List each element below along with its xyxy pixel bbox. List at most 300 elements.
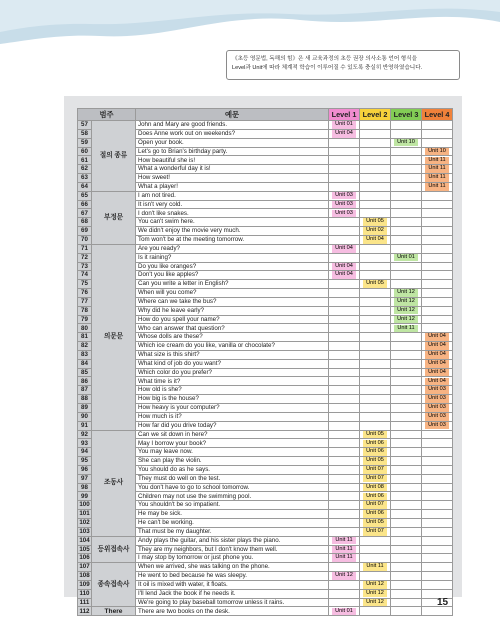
level-2-cell — [360, 253, 391, 262]
example-sentence: He went to bed because he was sleepy. — [136, 572, 329, 581]
row-number: 93 — [78, 439, 92, 448]
row-number: 76 — [78, 289, 92, 298]
level-2-cell — [360, 297, 391, 306]
row-number: 104 — [79, 536, 90, 544]
level-3-cell — [391, 421, 422, 430]
row-number: 71 — [78, 244, 92, 253]
level-2-cell — [360, 483, 391, 492]
row-number: 94 — [78, 448, 92, 457]
level-2-cell — [360, 527, 391, 536]
category-cell: 종속접속사 — [92, 563, 136, 607]
example-sentence: You don't have to go to school tomorrow. — [136, 483, 329, 492]
level-1-cell — [329, 191, 360, 200]
unit-badge: Unit 01 — [332, 608, 356, 616]
level-3-cell — [391, 342, 422, 351]
example-sentence: We're going to play baseball tomorrow unless it rains. — [136, 598, 329, 607]
unit-badge: Unit 04 — [425, 369, 449, 377]
example-sentence: Whose dolls are these? — [136, 333, 329, 342]
level-4-cell — [422, 280, 453, 289]
level-2-cell — [360, 518, 391, 527]
table-header-row — [78, 109, 453, 121]
level-2-cell — [360, 324, 391, 333]
example-sentence: How far did you drive today? — [136, 421, 329, 430]
level-3-cell — [391, 404, 422, 413]
level-2-cell — [360, 306, 391, 315]
unit-badge: Unit 04 — [425, 360, 449, 368]
example-sentence: May I borrow your book? — [136, 439, 329, 448]
level-2-cell — [360, 315, 391, 324]
level-4-cell — [422, 209, 453, 218]
level-3-cell — [391, 607, 422, 616]
level-2-cell — [360, 395, 391, 404]
level-3-cell — [391, 395, 422, 404]
row-number: 88 — [78, 395, 92, 404]
level-2-cell — [360, 165, 391, 174]
example-sentence: Who can answer that question? — [136, 324, 329, 333]
level-3-cell — [391, 333, 422, 342]
example-sentence: He can't be working. — [136, 518, 329, 527]
level-3-cell — [391, 289, 422, 298]
level-4-cell — [422, 457, 453, 466]
level-1-cell — [329, 156, 360, 165]
row-number: 96 — [78, 465, 92, 474]
example-sentence: What a wonderful day it is! — [136, 165, 329, 174]
grammar-table — [77, 108, 453, 616]
unit-badge: Unit 11 — [425, 174, 449, 182]
row-number: 66 — [78, 200, 92, 209]
level-2-cell — [360, 492, 391, 501]
level-2-cell — [360, 350, 391, 359]
unit-badge: Unit 11 — [394, 325, 418, 333]
level-2-cell — [360, 147, 391, 156]
row-number: 61 — [78, 156, 92, 165]
unit-badge: Unit 05 — [363, 431, 387, 439]
level-3-cell — [391, 545, 422, 554]
level-3-cell — [391, 191, 422, 200]
category-cell: 의문문 — [92, 244, 136, 430]
level-4-cell — [422, 510, 453, 519]
level-2-cell — [360, 430, 391, 439]
level-2-cell — [360, 368, 391, 377]
unit-badge: Unit 11 — [425, 165, 449, 173]
example-sentence: It isn't very cold. — [136, 200, 329, 209]
level-2-cell — [360, 235, 391, 244]
example-sentence: How big is the house? — [136, 395, 329, 404]
row-number: 72 — [78, 253, 92, 262]
unit-badge: Unit 01 — [394, 254, 418, 262]
level-3-cell — [391, 174, 422, 183]
example-sentence: Which ice cream do you like, vanilla or chocolate? — [136, 342, 329, 351]
level-3-cell — [391, 536, 422, 545]
level-4-cell — [422, 421, 453, 430]
level-2-cell — [360, 421, 391, 430]
header-level-3: Level 3 — [391, 109, 422, 121]
level-1-cell — [329, 483, 360, 492]
level-3-cell — [391, 156, 422, 165]
level-3-cell — [391, 235, 422, 244]
table-row — [78, 536, 453, 545]
unit-badge: Unit 06 — [363, 440, 387, 448]
level-3-cell — [391, 359, 422, 368]
level-3-cell — [391, 271, 422, 280]
level-4-cell — [422, 501, 453, 510]
row-number: 62 — [78, 165, 92, 174]
note-line-2: Level과 Unit에 따라 체계적 학습이 이루어질 수 있도록 충실히 반영하였습니다. — [232, 65, 423, 71]
level-4-cell — [422, 563, 453, 572]
unit-badge: Unit 11 — [363, 563, 387, 571]
level-3-cell — [391, 253, 422, 262]
row-number: 77 — [78, 297, 92, 306]
row-number: 79 — [78, 315, 92, 324]
table-row — [78, 430, 453, 439]
category-cell: There — [92, 607, 136, 616]
level-4-cell — [422, 174, 453, 183]
unit-badge: Unit 04 — [363, 236, 387, 244]
level-2-cell — [360, 386, 391, 395]
level-3-cell — [391, 324, 422, 333]
level-1-cell — [329, 174, 360, 183]
example-sentence: Let's go to Brian's birthday party. — [136, 147, 329, 156]
table-row — [78, 607, 453, 616]
level-3-cell — [391, 580, 422, 589]
unit-badge: Unit 04 — [332, 130, 356, 138]
row-number: 58 — [78, 129, 92, 138]
level-4-cell — [422, 147, 453, 156]
level-4-cell — [422, 474, 453, 483]
example-sentence: It oil is mixed with water, it floats. — [136, 580, 329, 589]
row-number: 82 — [78, 342, 92, 351]
header-level-4: Level 4 — [422, 109, 453, 121]
level-4-cell — [422, 315, 453, 324]
level-3-cell — [391, 572, 422, 581]
unit-badge: Unit 04 — [332, 271, 356, 279]
header-category: 범주 — [78, 109, 136, 121]
row-number: 100 — [79, 501, 90, 509]
level-4-cell — [422, 129, 453, 138]
level-1-cell — [329, 518, 360, 527]
example-sentence: I may stop by tomorrow or just phone you. — [136, 554, 329, 563]
unit-badge: Unit 03 — [425, 404, 449, 412]
category-cell: 절의 종류 — [92, 121, 136, 192]
unit-badge: Unit 05 — [363, 218, 387, 226]
unit-badge: Unit 04 — [332, 245, 356, 253]
row-number: 89 — [78, 404, 92, 413]
row-number: 97 — [78, 474, 92, 483]
row-number: 102 — [79, 519, 90, 527]
level-1-cell — [329, 121, 360, 130]
unit-badge: Unit 07 — [363, 466, 387, 474]
row-number: 80 — [78, 324, 92, 333]
level-1-cell — [329, 147, 360, 156]
example-sentence: We didn't enjoy the movie very much. — [136, 227, 329, 236]
level-1-cell — [329, 554, 360, 563]
row-number: 98 — [78, 483, 92, 492]
unit-badge: Unit 05 — [363, 519, 387, 527]
unit-badge: Unit 12 — [332, 572, 356, 580]
example-sentence: He may be sick. — [136, 510, 329, 519]
level-1-cell — [329, 439, 360, 448]
row-number: 85 — [78, 368, 92, 377]
row-number: 107 — [79, 563, 90, 571]
level-1-cell — [329, 209, 360, 218]
row-number: 84 — [78, 359, 92, 368]
level-4-cell — [422, 235, 453, 244]
row-number: 69 — [78, 227, 92, 236]
level-4-cell — [422, 536, 453, 545]
level-3-cell — [391, 439, 422, 448]
level-4-cell — [422, 527, 453, 536]
level-1-cell — [329, 342, 360, 351]
example-sentence: Can you write a letter in English? — [136, 280, 329, 289]
level-4-cell — [422, 182, 453, 191]
level-1-cell — [329, 280, 360, 289]
level-3-cell — [391, 306, 422, 315]
row-number: 59 — [78, 138, 92, 147]
unit-badge: Unit 05 — [363, 280, 387, 288]
level-1-cell — [329, 474, 360, 483]
level-1-cell — [329, 527, 360, 536]
example-sentence: Does Anne work out on weekends? — [136, 129, 329, 138]
unit-badge: Unit 12 — [394, 307, 418, 315]
level-4-cell — [422, 412, 453, 421]
level-4-cell — [422, 572, 453, 581]
level-1-cell — [329, 129, 360, 138]
level-1-cell — [329, 333, 360, 342]
level-4-cell — [422, 404, 453, 413]
level-2-cell — [360, 244, 391, 253]
example-sentence: How old is she? — [136, 386, 329, 395]
level-4-cell — [422, 227, 453, 236]
unit-badge: Unit 02 — [363, 227, 387, 235]
header-level-2: Level 2 — [360, 109, 391, 121]
level-1-cell — [329, 421, 360, 430]
level-2-cell — [360, 598, 391, 607]
level-3-cell — [391, 554, 422, 563]
level-1-cell — [329, 563, 360, 572]
level-3-cell — [391, 182, 422, 191]
example-sentence: You should do as he says. — [136, 465, 329, 474]
example-sentence: How much is it? — [136, 412, 329, 421]
unit-badge: Unit 06 — [363, 510, 387, 518]
example-sentence: I don't like snakes. — [136, 209, 329, 218]
table-row — [78, 191, 453, 200]
level-4-cell — [422, 377, 453, 386]
unit-badge: Unit 12 — [363, 590, 387, 598]
row-number: 64 — [78, 182, 92, 191]
unit-badge: Unit 07 — [363, 475, 387, 483]
level-3-cell — [391, 589, 422, 598]
example-sentence: I'll lend Jack the book if he needs it. — [136, 589, 329, 598]
level-1-cell — [329, 368, 360, 377]
level-1-cell — [329, 306, 360, 315]
level-2-cell — [360, 280, 391, 289]
level-1-cell — [329, 253, 360, 262]
level-1-cell — [329, 165, 360, 174]
level-1-cell — [329, 465, 360, 474]
example-sentence: Don't you like apples? — [136, 271, 329, 280]
unit-badge: Unit 03 — [425, 413, 449, 421]
level-3-cell — [391, 262, 422, 271]
unit-badge: Unit 04 — [425, 351, 449, 359]
row-number: 108 — [79, 572, 90, 580]
level-4-cell — [422, 580, 453, 589]
header-level-1: Level 1 — [329, 109, 360, 121]
level-3-cell — [391, 386, 422, 395]
level-4-cell — [422, 218, 453, 227]
level-2-cell — [360, 174, 391, 183]
unit-badge: Unit 12 — [394, 316, 418, 324]
example-sentence: That must be my daughter. — [136, 527, 329, 536]
example-sentence: Are you ready? — [136, 244, 329, 253]
level-4-cell — [422, 200, 453, 209]
row-number: 90 — [78, 412, 92, 421]
example-sentence: They must do well on the test. — [136, 474, 329, 483]
row-number: 73 — [78, 262, 92, 271]
example-sentence: Andy plays the guitar, and his sister plays the piano. — [136, 536, 329, 545]
row-number: 86 — [78, 377, 92, 386]
row-number: 106 — [79, 554, 90, 562]
level-4-cell — [422, 607, 453, 616]
level-4-cell — [422, 359, 453, 368]
row-number: 75 — [78, 280, 92, 289]
unit-badge: Unit 06 — [363, 448, 387, 456]
row-number: 91 — [78, 421, 92, 430]
level-1-cell — [329, 404, 360, 413]
level-4-cell — [422, 545, 453, 554]
unit-badge: Unit 11 — [425, 157, 449, 165]
row-number: 74 — [78, 271, 92, 280]
level-4-cell — [422, 121, 453, 130]
level-2-cell — [360, 465, 391, 474]
level-4-cell — [422, 324, 453, 333]
unit-badge: Unit 08 — [363, 484, 387, 492]
level-4-cell — [422, 289, 453, 298]
unit-badge: Unit 04 — [332, 263, 356, 271]
level-3-cell — [391, 518, 422, 527]
level-1-cell — [329, 297, 360, 306]
level-2-cell — [360, 342, 391, 351]
level-3-cell — [391, 147, 422, 156]
row-number: 57 — [78, 121, 92, 130]
example-sentence: You shouldn't be so impatient. — [136, 501, 329, 510]
level-3-cell — [391, 598, 422, 607]
level-3-cell — [391, 165, 422, 174]
row-number: 83 — [78, 350, 92, 359]
row-number: 105 — [79, 545, 90, 553]
example-sentence: When will you come? — [136, 289, 329, 298]
level-4-cell — [422, 271, 453, 280]
level-4-cell — [422, 253, 453, 262]
unit-badge: Unit 10 — [425, 148, 449, 156]
example-sentence: Children may not use the swimming pool. — [136, 492, 329, 501]
unit-badge: Unit 03 — [332, 210, 356, 218]
row-number: 78 — [78, 306, 92, 315]
unit-badge: Unit 04 — [425, 342, 449, 350]
example-sentence: What time is it? — [136, 377, 329, 386]
unit-badge: Unit 11 — [425, 183, 449, 191]
unit-badge: Unit 12 — [394, 289, 418, 297]
level-3-cell — [391, 527, 422, 536]
example-sentence: Tom won't be at the meeting tomorrow. — [136, 235, 329, 244]
level-1-cell — [329, 200, 360, 209]
level-4-cell — [422, 554, 453, 563]
unit-badge: Unit 12 — [363, 599, 387, 607]
level-4-cell — [422, 439, 453, 448]
example-sentence: Do you like oranges? — [136, 262, 329, 271]
level-3-cell — [391, 138, 422, 147]
example-sentence: How beautiful she is! — [136, 156, 329, 165]
table-row — [78, 244, 453, 253]
row-number: 103 — [79, 527, 90, 535]
level-4-cell — [422, 465, 453, 474]
example-sentence: You may leave now. — [136, 448, 329, 457]
level-3-cell — [391, 430, 422, 439]
level-3-cell — [391, 350, 422, 359]
row-number: 95 — [78, 457, 92, 466]
level-3-cell — [391, 377, 422, 386]
level-3-cell — [391, 129, 422, 138]
row-number: 111 — [78, 598, 92, 607]
row-number: 99 — [78, 492, 92, 501]
level-2-cell — [360, 262, 391, 271]
row-number: 109 — [79, 581, 90, 588]
unit-badge: Unit 04 — [425, 378, 449, 386]
level-4-cell — [422, 386, 453, 395]
level-2-cell — [360, 545, 391, 554]
level-1-cell — [329, 395, 360, 404]
level-1-cell — [329, 412, 360, 421]
example-sentence: What size is this shirt? — [136, 350, 329, 359]
level-2-cell — [360, 359, 391, 368]
level-3-cell — [391, 218, 422, 227]
level-2-cell — [360, 377, 391, 386]
level-2-cell — [360, 510, 391, 519]
example-sentence: I am not tired. — [136, 191, 329, 200]
level-2-cell — [360, 121, 391, 130]
level-1-cell — [329, 271, 360, 280]
level-1-cell — [329, 598, 360, 607]
level-1-cell — [329, 182, 360, 191]
level-4-cell — [422, 483, 453, 492]
example-sentence: They are my neighbors, but I don't know them well. — [136, 545, 329, 554]
row-number: 81 — [78, 333, 92, 342]
level-1-cell — [329, 572, 360, 581]
level-4-cell — [422, 262, 453, 271]
unit-badge: Unit 01 — [332, 121, 356, 129]
level-2-cell — [360, 554, 391, 563]
level-2-cell — [360, 138, 391, 147]
level-4-cell — [422, 350, 453, 359]
level-3-cell — [391, 412, 422, 421]
level-2-cell — [360, 607, 391, 616]
level-1-cell — [329, 448, 360, 457]
example-sentence: Why did he leave early? — [136, 306, 329, 315]
level-4-cell — [422, 448, 453, 457]
level-1-cell — [329, 227, 360, 236]
page-number: 15 — [437, 597, 449, 608]
header-example: 예문 — [136, 109, 329, 121]
level-2-cell — [360, 536, 391, 545]
level-1-cell — [329, 510, 360, 519]
level-1-cell — [329, 324, 360, 333]
level-3-cell — [391, 297, 422, 306]
level-2-cell — [360, 457, 391, 466]
level-2-cell — [360, 404, 391, 413]
level-2-cell — [360, 191, 391, 200]
unit-badge: Unit 07 — [363, 528, 387, 536]
example-sentence: You can't swim here. — [136, 218, 329, 227]
row-number: 112 — [78, 607, 92, 616]
